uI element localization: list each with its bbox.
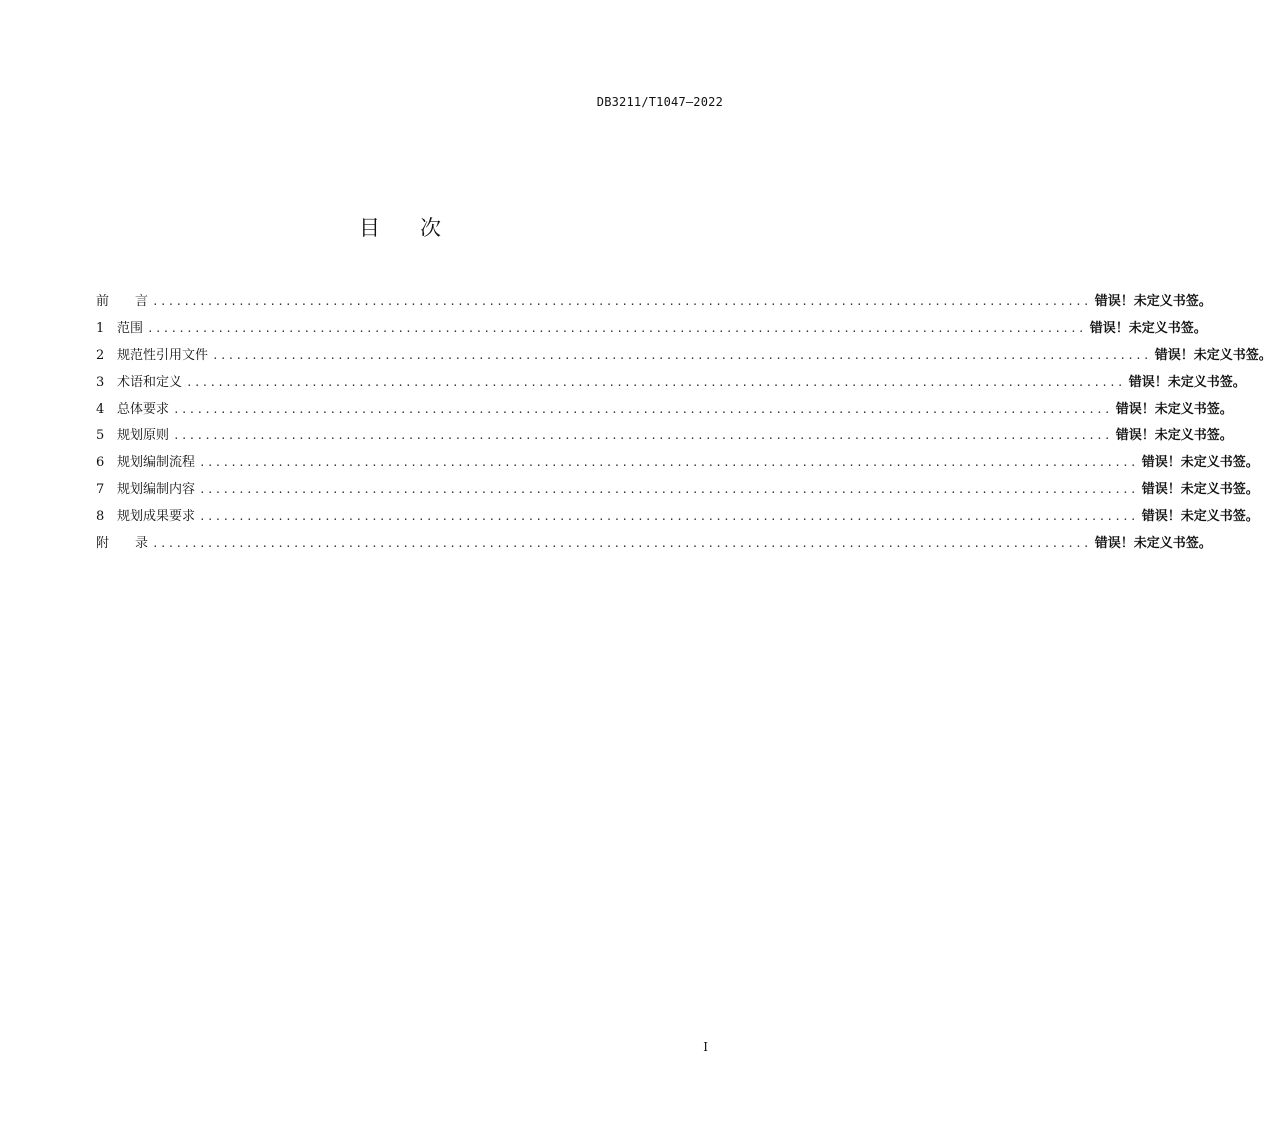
toc-leader-dots: ........................................................................................................................: [147, 321, 1086, 335]
toc-entry-scope[interactable]: [96, 317, 1207, 344]
toc-entry-page: 错误！未定义书签。: [1141, 455, 1259, 471]
toc-entry-number: 1: [96, 320, 105, 336]
toc-entry-number: 8: [96, 509, 105, 525]
toc-entry-page: 错误！未定义书签。: [1141, 482, 1259, 498]
toc-entry-number: 2: [96, 347, 105, 363]
toc-entry-page: 错误！未定义书签。: [1089, 320, 1207, 336]
toc-entry-label: 总体要求: [117, 401, 170, 417]
toc-entry-number: 5: [96, 428, 105, 444]
toc-entry-label: 术语和定义: [117, 374, 183, 390]
toc-entry-label: 前 言: [96, 294, 149, 309]
table-of-contents: [96, 290, 1272, 559]
toc-entry-number: 4: [96, 401, 105, 417]
toc-entry-label: 规划编制内容: [117, 482, 196, 498]
toc-entry-number: 7: [96, 482, 105, 498]
toc-entry-appendix[interactable]: [96, 532, 1212, 559]
toc-title-char-1: 目: [359, 216, 380, 240]
toc-leader-dots: ........................................................................................................................: [152, 295, 1091, 308]
toc-entry-terms-definitions[interactable]: [96, 371, 1246, 398]
toc-entry-page: 错误！未定义书签。: [1154, 347, 1272, 363]
toc-entry-label: 规范性引用文件: [117, 347, 209, 363]
toc-leader-dots: ........................................................................................................................: [199, 456, 1138, 470]
page-number: I: [703, 1040, 708, 1054]
toc-entry-deliverable-requirements[interactable]: [96, 505, 1259, 532]
toc-leader-dots: ........................................................................................................................: [173, 429, 1112, 443]
toc-entry-planning-content[interactable]: [96, 478, 1259, 505]
toc-leader-dots: ........................................................................................................................: [152, 537, 1091, 551]
toc-entry-general-requirements[interactable]: [96, 398, 1233, 425]
toc-entry-number: 6: [96, 455, 105, 471]
toc-entry-page: 错误！未定义书签。: [1115, 401, 1233, 417]
toc-entry-planning-principles[interactable]: [96, 424, 1233, 451]
toc-leader-dots: ........................................................................................................................: [199, 483, 1138, 497]
toc-entry-page: 错误！未定义书签。: [1115, 428, 1233, 444]
toc-leader-dots: ........................................................................................................................: [186, 375, 1125, 389]
toc-entry-number: 3: [96, 374, 105, 390]
toc-entry-label: 规划原则: [117, 428, 170, 444]
toc-entry-normative-references[interactable]: [96, 344, 1272, 371]
toc-title: [0, 212, 800, 242]
toc-entry-page: 错误！未定义书签。: [1094, 536, 1212, 552]
toc-entry-page: 错误！未定义书签。: [1094, 294, 1212, 309]
toc-entry-page: 错误！未定义书签。: [1141, 509, 1259, 525]
document-code: DB3211/T1047—2022: [596, 95, 723, 109]
toc-entry-planning-process[interactable]: [96, 451, 1259, 478]
toc-entry-foreword[interactable]: [96, 290, 1212, 317]
toc-entry-label: 规划成果要求: [117, 509, 196, 525]
toc-entry-page: 错误！未定义书签。: [1128, 374, 1246, 390]
toc-entry-label: 范围: [117, 320, 144, 336]
toc-leader-dots: ........................................................................................................................: [199, 510, 1138, 524]
toc-entry-label: 附 录: [96, 536, 149, 552]
toc-title-char-2: 次: [420, 216, 441, 240]
toc-leader-dots: ........................................................................................................................: [212, 348, 1151, 362]
toc-entry-label: 规划编制流程: [117, 455, 196, 471]
toc-leader-dots: ........................................................................................................................: [173, 402, 1112, 416]
